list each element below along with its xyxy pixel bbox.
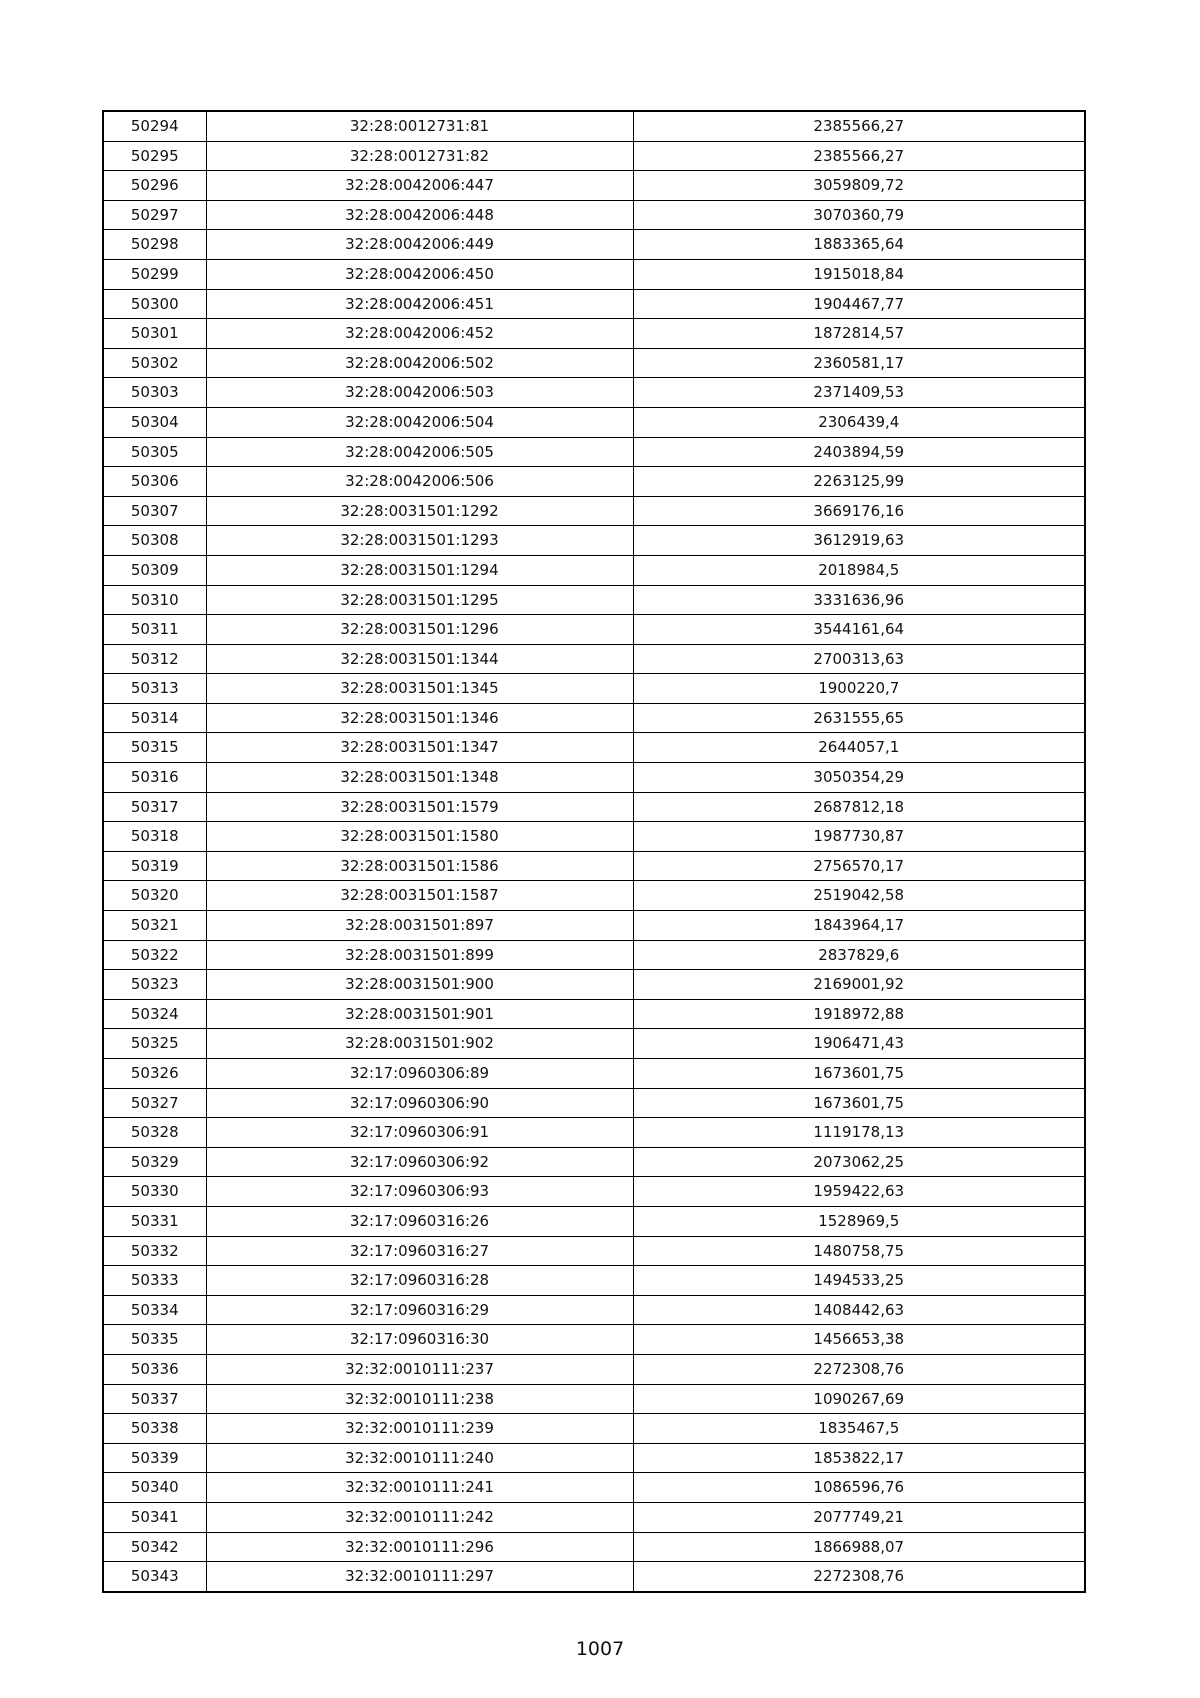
cadastral-number-cell: 32:17:0960316:26 [206, 1206, 633, 1236]
cadastral-number-cell: 32:17:0960306:89 [206, 1059, 633, 1089]
cadastral-value-cell: 3050354,29 [633, 763, 1085, 793]
cadastral-value-cell: 1918972,88 [633, 999, 1085, 1029]
table-row [103, 141, 1085, 171]
cadastral-number-cell: 32:28:0042006:504 [206, 407, 633, 437]
table-row [103, 1118, 1085, 1148]
cadastral-value-cell: 1494533,25 [633, 1266, 1085, 1296]
cadastral-number-cell: 32:17:0960316:30 [206, 1325, 633, 1355]
row-number-cell: 50301 [103, 319, 206, 349]
table-row [103, 970, 1085, 1000]
cadastral-value-cell: 2385566,27 [633, 111, 1085, 141]
cadastral-number-cell: 32:28:0031501:1345 [206, 674, 633, 704]
cadastral-number-cell: 32:28:0042006:502 [206, 348, 633, 378]
cadastral-number-cell: 32:17:0960306:90 [206, 1088, 633, 1118]
row-number-cell: 50306 [103, 467, 206, 497]
cadastral-value-cell: 1906471,43 [633, 1029, 1085, 1059]
table-row [103, 585, 1085, 615]
table-row [103, 822, 1085, 852]
row-number-cell: 50331 [103, 1206, 206, 1236]
cadastral-value-cell: 2073062,25 [633, 1147, 1085, 1177]
cadastral-number-cell: 32:28:0031501:1587 [206, 881, 633, 911]
cadastral-value-cell: 2631555,65 [633, 703, 1085, 733]
table-row [103, 289, 1085, 319]
cadastral-value-cell: 2169001,92 [633, 970, 1085, 1000]
row-number-cell: 50335 [103, 1325, 206, 1355]
table-row [103, 1443, 1085, 1473]
row-number-cell: 50343 [103, 1562, 206, 1592]
cadastral-number-cell: 32:28:0031501:900 [206, 970, 633, 1000]
row-number-cell: 50313 [103, 674, 206, 704]
table-row [103, 555, 1085, 585]
row-number-cell: 50330 [103, 1177, 206, 1207]
row-number-cell: 50325 [103, 1029, 206, 1059]
cadastral-value-cell: 2263125,99 [633, 467, 1085, 497]
row-number-cell: 50336 [103, 1354, 206, 1384]
row-number-cell: 50309 [103, 555, 206, 585]
table-row [103, 378, 1085, 408]
cadastral-number-cell: 32:28:0031501:1586 [206, 851, 633, 881]
row-number-cell: 50321 [103, 911, 206, 941]
row-number-cell: 50342 [103, 1532, 206, 1562]
row-number-cell: 50298 [103, 230, 206, 260]
cadastral-value-cell: 1987730,87 [633, 822, 1085, 852]
cadastral-number-cell: 32:28:0031501:902 [206, 1029, 633, 1059]
cadastral-number-cell: 32:28:0042006:450 [206, 259, 633, 289]
cadastral-number-cell: 32:28:0031501:899 [206, 940, 633, 970]
cadastral-number-cell: 32:28:0031501:901 [206, 999, 633, 1029]
cadastral-value-cell: 2018984,5 [633, 555, 1085, 585]
cadastral-number-cell: 32:32:0010111:237 [206, 1354, 633, 1384]
cadastral-value-cell: 1904467,77 [633, 289, 1085, 319]
cadastral-value-cell: 1883365,64 [633, 230, 1085, 260]
row-number-cell: 50339 [103, 1443, 206, 1473]
cadastral-value-cell: 2756570,17 [633, 851, 1085, 881]
row-number-cell: 50308 [103, 526, 206, 556]
cadastral-value-cell: 1119178,13 [633, 1118, 1085, 1148]
cadastral-value-cell: 1900220,7 [633, 674, 1085, 704]
cadastral-value-cell: 1673601,75 [633, 1059, 1085, 1089]
cadastral-number-cell: 32:32:0010111:296 [206, 1532, 633, 1562]
row-number-cell: 50304 [103, 407, 206, 437]
table-row [103, 319, 1085, 349]
row-number-cell: 50334 [103, 1295, 206, 1325]
cadastral-value-cell: 1090267,69 [633, 1384, 1085, 1414]
table-row [103, 437, 1085, 467]
cadastral-number-cell: 32:32:0010111:238 [206, 1384, 633, 1414]
cadastral-number-cell: 32:28:0012731:81 [206, 111, 633, 141]
cadastral-number-cell: 32:28:0012731:82 [206, 141, 633, 171]
row-number-cell: 50299 [103, 259, 206, 289]
cadastral-value-cell: 2700313,63 [633, 644, 1085, 674]
cadastral-number-cell: 32:28:0031501:1348 [206, 763, 633, 793]
page-number: 1007 [575, 1638, 625, 1660]
cadastral-value-cell: 2837829,6 [633, 940, 1085, 970]
table-row [103, 467, 1085, 497]
cadastral-value-cell: 2272308,76 [633, 1354, 1085, 1384]
cadastral-number-cell: 32:17:0960316:29 [206, 1295, 633, 1325]
cadastral-number-cell: 32:28:0042006:448 [206, 200, 633, 230]
cadastral-number-cell: 32:28:0031501:1293 [206, 526, 633, 556]
table-row [103, 792, 1085, 822]
row-number-cell: 50323 [103, 970, 206, 1000]
table-row [103, 1236, 1085, 1266]
row-number-cell: 50333 [103, 1266, 206, 1296]
row-number-cell: 50297 [103, 200, 206, 230]
cadastral-number-cell: 32:28:0042006:452 [206, 319, 633, 349]
table-row [103, 407, 1085, 437]
cadastral-value-cell: 3612919,63 [633, 526, 1085, 556]
cadastral-value-cell: 1086596,76 [633, 1473, 1085, 1503]
cadastral-value-cell: 2385566,27 [633, 141, 1085, 171]
cadastral-number-cell: 32:32:0010111:242 [206, 1502, 633, 1532]
row-number-cell: 50294 [103, 111, 206, 141]
cadastral-value-cell: 1456653,38 [633, 1325, 1085, 1355]
cadastral-number-cell: 32:28:0031501:1292 [206, 496, 633, 526]
table-row [103, 703, 1085, 733]
row-number-cell: 50319 [103, 851, 206, 881]
row-number-cell: 50317 [103, 792, 206, 822]
row-number-cell: 50314 [103, 703, 206, 733]
row-number-cell: 50302 [103, 348, 206, 378]
cadastral-value-cell: 3544161,64 [633, 615, 1085, 645]
row-number-cell: 50338 [103, 1414, 206, 1444]
table-row [103, 259, 1085, 289]
cadastral-number-cell: 32:28:0042006:503 [206, 378, 633, 408]
cadastral-value-cell: 1866988,07 [633, 1532, 1085, 1562]
table-row [103, 171, 1085, 201]
cadastral-value-cell: 1915018,84 [633, 259, 1085, 289]
table-row [103, 911, 1085, 941]
cadastral-value-cell: 1835467,5 [633, 1414, 1085, 1444]
row-number-cell: 50305 [103, 437, 206, 467]
cadastral-number-cell: 32:32:0010111:239 [206, 1414, 633, 1444]
cadastral-value-cell: 2519042,58 [633, 881, 1085, 911]
row-number-cell: 50320 [103, 881, 206, 911]
table-row [103, 763, 1085, 793]
cadastral-number-cell: 32:32:0010111:240 [206, 1443, 633, 1473]
row-number-cell: 50307 [103, 496, 206, 526]
table-row [103, 1029, 1085, 1059]
cadastral-value-cell: 1853822,17 [633, 1443, 1085, 1473]
cadastral-value-cell: 2687812,18 [633, 792, 1085, 822]
row-number-cell: 50310 [103, 585, 206, 615]
table-row [103, 999, 1085, 1029]
cadastral-number-cell: 32:28:0031501:897 [206, 911, 633, 941]
cadastral-number-cell: 32:28:0042006:451 [206, 289, 633, 319]
row-number-cell: 50332 [103, 1236, 206, 1266]
table-row [103, 1354, 1085, 1384]
row-number-cell: 50322 [103, 940, 206, 970]
table-row [103, 1414, 1085, 1444]
row-number-cell: 50340 [103, 1473, 206, 1503]
row-number-cell: 50329 [103, 1147, 206, 1177]
cadastral-value-cell: 2360581,17 [633, 348, 1085, 378]
cadastral-value-cell: 1528969,5 [633, 1206, 1085, 1236]
cadastral-number-cell: 32:17:0960306:91 [206, 1118, 633, 1148]
table-row [103, 496, 1085, 526]
row-number-cell: 50312 [103, 644, 206, 674]
table-row [103, 1473, 1085, 1503]
row-number-cell: 50315 [103, 733, 206, 763]
table-row [103, 674, 1085, 704]
row-number-cell: 50327 [103, 1088, 206, 1118]
cadastral-number-cell: 32:32:0010111:241 [206, 1473, 633, 1503]
row-number-cell: 50316 [103, 763, 206, 793]
cadastral-number-cell: 32:17:0960316:28 [206, 1266, 633, 1296]
row-number-cell: 50295 [103, 141, 206, 171]
table-row [103, 1177, 1085, 1207]
cadastral-value-cell: 2077749,21 [633, 1502, 1085, 1532]
row-number-cell: 50341 [103, 1502, 206, 1532]
cadastral-number-cell: 32:28:0031501:1580 [206, 822, 633, 852]
cadastral-number-cell: 32:28:0031501:1296 [206, 615, 633, 645]
cadastral-value-cell: 1673601,75 [633, 1088, 1085, 1118]
table-row [103, 348, 1085, 378]
cadastral-value-cell: 2306439,4 [633, 407, 1085, 437]
cadastral-value-cell: 1408442,63 [633, 1295, 1085, 1325]
cadastral-number-cell: 32:28:0031501:1579 [206, 792, 633, 822]
cadastral-value-cell: 2403894,59 [633, 437, 1085, 467]
table-row [103, 1562, 1085, 1592]
table-body [103, 111, 1085, 1592]
row-number-cell: 50296 [103, 171, 206, 201]
row-number-cell: 50337 [103, 1384, 206, 1414]
row-number-cell: 50328 [103, 1118, 206, 1148]
table-row [103, 644, 1085, 674]
cadastral-value-cell: 3059809,72 [633, 171, 1085, 201]
cadastral-number-cell: 32:28:0042006:449 [206, 230, 633, 260]
row-number-cell: 50311 [103, 615, 206, 645]
row-number-cell: 50318 [103, 822, 206, 852]
table-row [103, 851, 1085, 881]
cadastral-number-cell: 32:28:0031501:1347 [206, 733, 633, 763]
cadastral-number-cell: 32:17:0960306:93 [206, 1177, 633, 1207]
cadastral-number-cell: 32:32:0010111:297 [206, 1562, 633, 1592]
table-row [103, 1206, 1085, 1236]
table-row [103, 1147, 1085, 1177]
table-row [103, 881, 1085, 911]
table-row [103, 1384, 1085, 1414]
cadastral-value-cell: 3070360,79 [633, 200, 1085, 230]
cadastral-number-cell: 32:28:0031501:1295 [206, 585, 633, 615]
cadastral-value-cell: 2371409,53 [633, 378, 1085, 408]
row-number-cell: 50303 [103, 378, 206, 408]
row-number-cell: 50300 [103, 289, 206, 319]
cadastral-number-cell: 32:28:0042006:505 [206, 437, 633, 467]
cadastral-value-cell: 3669176,16 [633, 496, 1085, 526]
cadastral-value-cell: 1959422,63 [633, 1177, 1085, 1207]
table-row [103, 615, 1085, 645]
cadastral-number-cell: 32:17:0960316:27 [206, 1236, 633, 1266]
cadastral-number-cell: 32:28:0031501:1344 [206, 644, 633, 674]
cadastral-value-cell: 1843964,17 [633, 911, 1085, 941]
table-row [103, 733, 1085, 763]
table-row [103, 111, 1085, 141]
cadastral-value-cell: 3331636,96 [633, 585, 1085, 615]
table-row [103, 1059, 1085, 1089]
cadastral-number-cell: 32:28:0031501:1346 [206, 703, 633, 733]
table-row [103, 1295, 1085, 1325]
cadastral-number-cell: 32:28:0031501:1294 [206, 555, 633, 585]
cadastral-number-cell: 32:17:0960306:92 [206, 1147, 633, 1177]
table-row [103, 1325, 1085, 1355]
cadastral-value-cell: 2272308,76 [633, 1562, 1085, 1592]
cadastral-value-cell: 2644057,1 [633, 733, 1085, 763]
table-row [103, 1088, 1085, 1118]
table-row [103, 230, 1085, 260]
table-row [103, 1266, 1085, 1296]
table-row [103, 1502, 1085, 1532]
table-row [103, 526, 1085, 556]
cadastral-number-cell: 32:28:0042006:447 [206, 171, 633, 201]
cadastral-value-table [102, 110, 1086, 1593]
row-number-cell: 50324 [103, 999, 206, 1029]
table-row [103, 1532, 1085, 1562]
table-row [103, 200, 1085, 230]
cadastral-value-cell: 1872814,57 [633, 319, 1085, 349]
cadastral-value-cell: 1480758,75 [633, 1236, 1085, 1266]
table-row [103, 940, 1085, 970]
cadastral-number-cell: 32:28:0042006:506 [206, 467, 633, 497]
row-number-cell: 50326 [103, 1059, 206, 1089]
